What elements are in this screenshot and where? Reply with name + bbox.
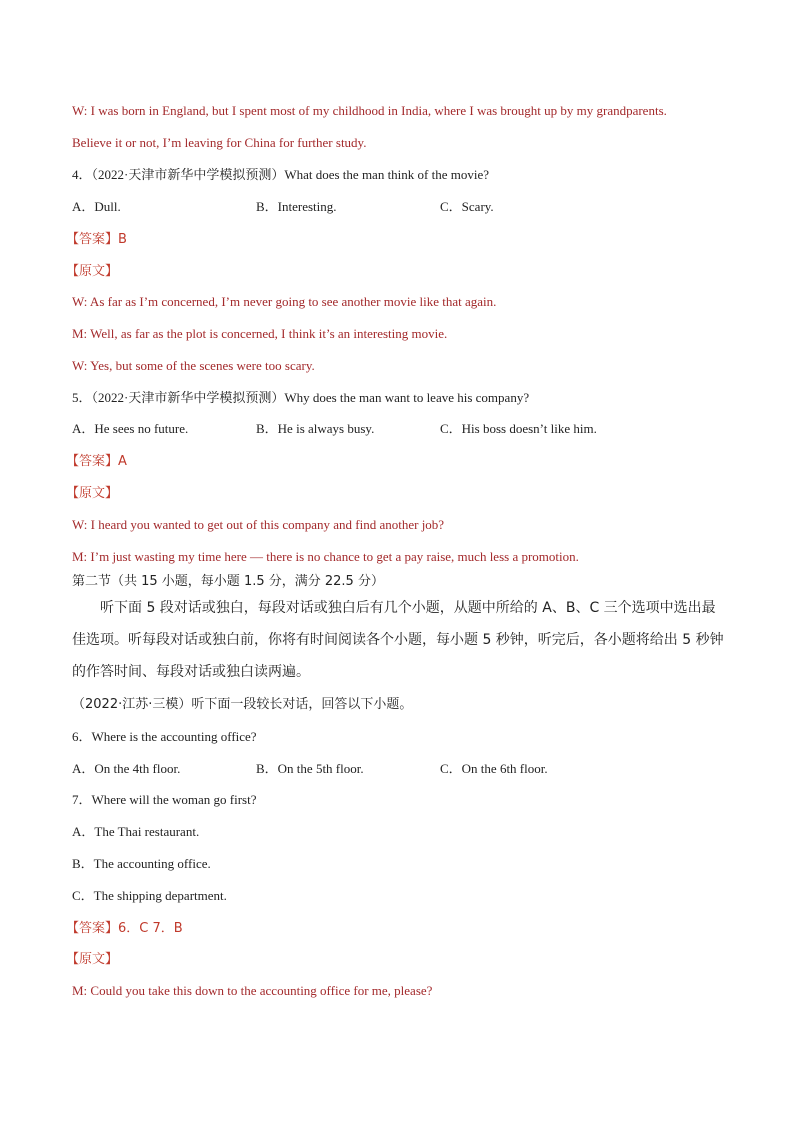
original-tag: 【原文】 (66, 486, 119, 501)
question-4-stem: 4．（2022·天津市新华中学模拟预测）What does the man think of the movie? (72, 167, 490, 182)
option-b: B．The accounting office. (72, 856, 211, 871)
original-tag: 【原文】 (66, 952, 119, 967)
transcript-line: Believe it or not, I’m leaving for China for further study. (72, 135, 367, 150)
answer-value: A (118, 454, 127, 469)
transcript-line: W: As far as I’m concerned, I’m never going to see another movie like that again. (72, 294, 497, 309)
transcript-line: W: Yes, but some of the scenes were too scary. (72, 358, 315, 373)
option-a: A．On the 4th floor. (72, 761, 181, 776)
instructions-text: 听下面 5 段对话或独白，每段对话或独白后有几个小题，从题中所给的 A、B、C 三个选项中选出最佳选项。听每段对话或独白前，你将有时间阅读各个小题，每小题 5 秒钟，听完后，各小题将给出 5 秒钟的作答时间、每段对话或独白读两遍。 (72, 600, 724, 680)
question-5-stem: 5．（2022·天津市新华中学模拟预测）Why does the man want to leave his company? (72, 390, 530, 405)
transcript-line: W: I was born in England, but I spent most of my childhood in India, where I was brought up by my grandparents. (72, 103, 667, 118)
option-b: B．On the 5th floor. (256, 761, 364, 776)
option-c: C．Scary. (440, 199, 494, 214)
answer-value: 6．C 7．B (118, 921, 183, 936)
answer-tag: 【答案】 (66, 454, 119, 469)
option-c: C．On the 6th floor. (440, 761, 548, 776)
original-tag: 【原文】 (66, 264, 119, 279)
transcript-line: W: I heard you wanted to get out of this company and find another job? (72, 517, 445, 532)
option-b: B．Interesting. (256, 199, 337, 214)
question-4-original-tag (66, 262, 724, 281)
option-a: A．The Thai restaurant. (72, 824, 200, 839)
option-c: C．The shipping department. (72, 888, 227, 903)
section-instructions (72, 592, 724, 688)
answer-tag: 【答案】 (66, 232, 119, 247)
question-6-stem: 6．Where is the accounting office? (72, 729, 257, 744)
option-c: C．His boss doesn’t like him. (440, 421, 597, 436)
transcript-line: M: I’m just wasting my time here — there is no chance to get a pay raise, much less a promotion. (72, 549, 579, 564)
question-4-answer (66, 230, 724, 249)
question-5-answer (66, 452, 724, 471)
question-6-7-answer (66, 919, 724, 938)
transcript-line: M: Could you take this down to the accounting office for me, please? (72, 983, 433, 998)
option-a: A．He sees no future. (72, 421, 189, 436)
option-a: A．Dull. (72, 199, 121, 214)
answer-value: B (118, 232, 127, 247)
option-b: B．He is always busy. (256, 421, 375, 436)
section-heading: 第二节（共 15 小题，每小题 1.5 分，满分 22.5 分） (72, 574, 384, 589)
answer-tag: 【答案】 (66, 921, 119, 936)
question-6-7-original-tag (66, 950, 724, 969)
transcript-line: M: Well, as far as the plot is concerned, I think it’s an interesting movie. (72, 326, 448, 341)
question-7-stem: 7．Where will the woman go first? (72, 792, 257, 807)
question-5-original-tag (66, 484, 724, 503)
section-source: （2022·江苏·三模）听下面一段较长对话，回答以下小题。 (72, 697, 413, 712)
